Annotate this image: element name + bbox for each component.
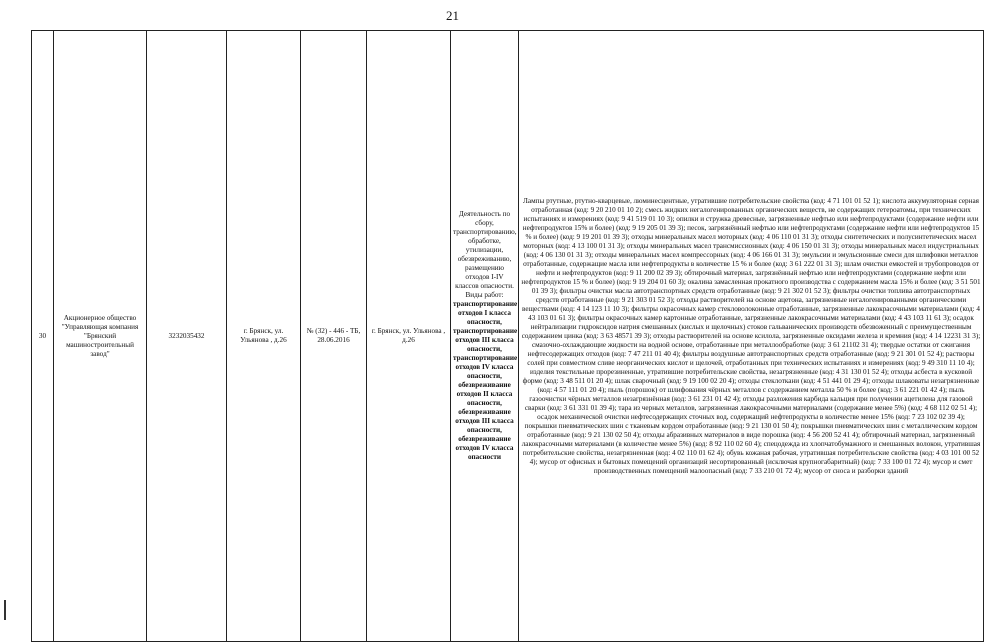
activity-cell [451, 31, 519, 642]
table-row [32, 31, 984, 642]
activity-works: транспортирование отходов I класса опасности, транспортирование отходов III класса опасности, транспортирование отходов IV класса опасности, обезвреживание отходов II класса опасности, обезвреживание отходов III класса опасности, обезвреживание отходов IV класса опасности [453, 300, 518, 461]
activity-address-cell: г. Брянск, ул. Ульянова , д.26 [367, 31, 451, 642]
row-number: 30 [32, 31, 54, 642]
inn-cell: 3232035432 [147, 31, 227, 642]
license-register-table [31, 30, 984, 642]
legal-address-cell: г. Брянск, ул. Ульянова , д.26 [227, 31, 301, 642]
page-number: 21 [446, 8, 459, 23]
waste-list-cell: Лампы ртутные, ртутно-кварцевые, люминесцентные, утратившие потребительские свойства (код: 4 71 101 01 52 1); кислота аккумуляторная серная отработанная (код: 9 20 210 01 10 2); смесь жидких негалогенированных органических веществ, не содержащих гетероатомы, при технических испытаниях и измерениях (код: 9 41 519 01 10 3); опилки и стружка древесные, загрязненные нефтью или нефтепродуктами (содержание нефти или нефтепродуктов 15% и более) (код: 9 19 205 01 39 3); песок, загрязнённый нефтью или нефтепродуктами (содержание нефти или нефтепродуктов 15 % и более) (код: 9 19 201 01 39 3); отходы минеральных масел моторных (код: 4 06 110 01 31 3); отходы синтетических и полусинтетических масел моторных (код: 4 13 100 01 31 3); отходы минеральных масел трансмиссионных (код: 4 06 150 01 31 3); отходы минеральных масел индустриальных (код: 4 06 130 01 31 3); отходы минеральных масел компрессорных (код: 4 06 166 01 31 3); эмульсии и эмульсионные смеси для шлифовки металлов отработанные, содержащие масла или нефтепродукты в количестве 15 % и более (код: 3 61 222 01 31 3); шлам очистки емкостей и трубопроводов от нефти и нефтепродуктов (код: 9 11 200 02 39 3); обтирочный материал, загрязнённый нефтью или нефтепродуктами (содержание нефти или нефтепродуктов 15 % и более) (код: 9 19 204 01 60 3); окалина замасленная прокатного производства с содержанием масла 15% и более (код: 3 51 501 01 39 3); фильтры очистки масла автотранспортных средств отработанные (код: 9 21 302 01 52 3); фильтры очистки топлива автотранспортных средств отработанные (код: 9 21 303 01 52 3); отходы растворителей на основе ацетона, загрязненные негалогенированными органическими веществами (код: 4 14 123 11 10 3); фильтры окрасочных камер стекловолоконные отработанные, загрязненные лакокрасочными материалами (код: 4 43 103 01 61 3); фильтры окрасочных камер картонные отработанные, загрязненные лакокрасочными материалами (код: 4 43 103 11 61 3); осадок нейтрализации гидроксидов натрия смешанных (кислых и щелочных) стоков гальванических производств обезвоженный с преимущественным содержанием цинка (код: 3 63 48571 39 3); отходы растворителей на основе ксилола, загрязненные оксидами железа и кремния (код: 4 14 12231 31 3); смазочно-охлаждающие жидкости на водной основе, отработанные при металлообработке (код: 3 61 21102 31 4); твердые остатки от сжигания нефтесодержащих отходов (код: 7 47 211 01 40 4); фильтры воздушные автотранспортных средств отработанные (код: 9 21 301 01 52 4); растворы солей при совместном сливе неорганических кислот и щелочей, отработанных при технических испытаниях и измерениях (код: 9 49 310 11 10 4); изделия текстильные прорезиненные, утратившие потребительские свойства, незагрязненные (код: 4 31 130 01 52 4); отходы асбеста в кусковой форме (код: 3 48 511 01 20 4); шлак сварочный (код: 9 19 100 02 20 4); отходы стеклоткани (код: 4 51 441 01 29 4); отходы шлаковаты незагрязненные (код: 4 57 111 01 20 4); пыль (порошок) от шлифования чёрных металлов с содержанием металла 50 % и более (код: 3 61 221 01 42 4); пыль газоочистки чёрных металлов незагрязнённая (код: 3 61 231 01 42 4); отходы разложения карбида кальция при получении ацетилена для газовой сварки (код: 3 61 331 01 39 4); тара из черных металлов, загрязненная лакокрасочными материалами (содержание менее 5%) (код: 4 68 112 02 51 4); осадок механической очистки нефтесодержащих сточных вод, содержащий нефтепродукты в количестве менее 15% (код: 7 23 102 02 39 4); покрышки пневматических шин с тканевым кордом отработанные (код: 9 21 130 01 50 4); покрышки пневматических шин с металлическим кордом отработанные (код: 9 21 130 02 50 4); отходы абразивных материалов в виде порошка (код: 4 56 200 52 41 4); обтирочный материал, загрязненный лакокрасочными материалами (в количестве менее 5%) (код: 8 92 110 02 60 4); спецодежда из хлопчатобумажного и смешанных волокон, утратившая потребительские свойства, незагрязненная (код: 4 02 110 01 62 4); обувь кожаная рабочая, утратившая потребительские свойства (код: 4 03 101 00 52 4); мусор от офисных и бытовых помещений организаций несортированный (исключая крупногабаритный) (код: 7 33 100 01 72 4); мусор и смет производственных помещений малоопасный (код: 7 33 210 01 72 4); мусор от сноса и разборки зданий [519, 31, 984, 642]
margin-mark [4, 600, 6, 620]
license-cell: № (32) - 446 - ТБ, 28.06.2016 [301, 31, 367, 642]
organization-name: Акционерное общество "Управляющая компания "Брянский машиностроительный завод" [54, 31, 147, 642]
activity-intro: Деятельность по сбору, транспортированию, обработке, утилизации, обезвреживанию, размещению отходов I-IV классов опасности. Виды работ: [453, 210, 517, 299]
